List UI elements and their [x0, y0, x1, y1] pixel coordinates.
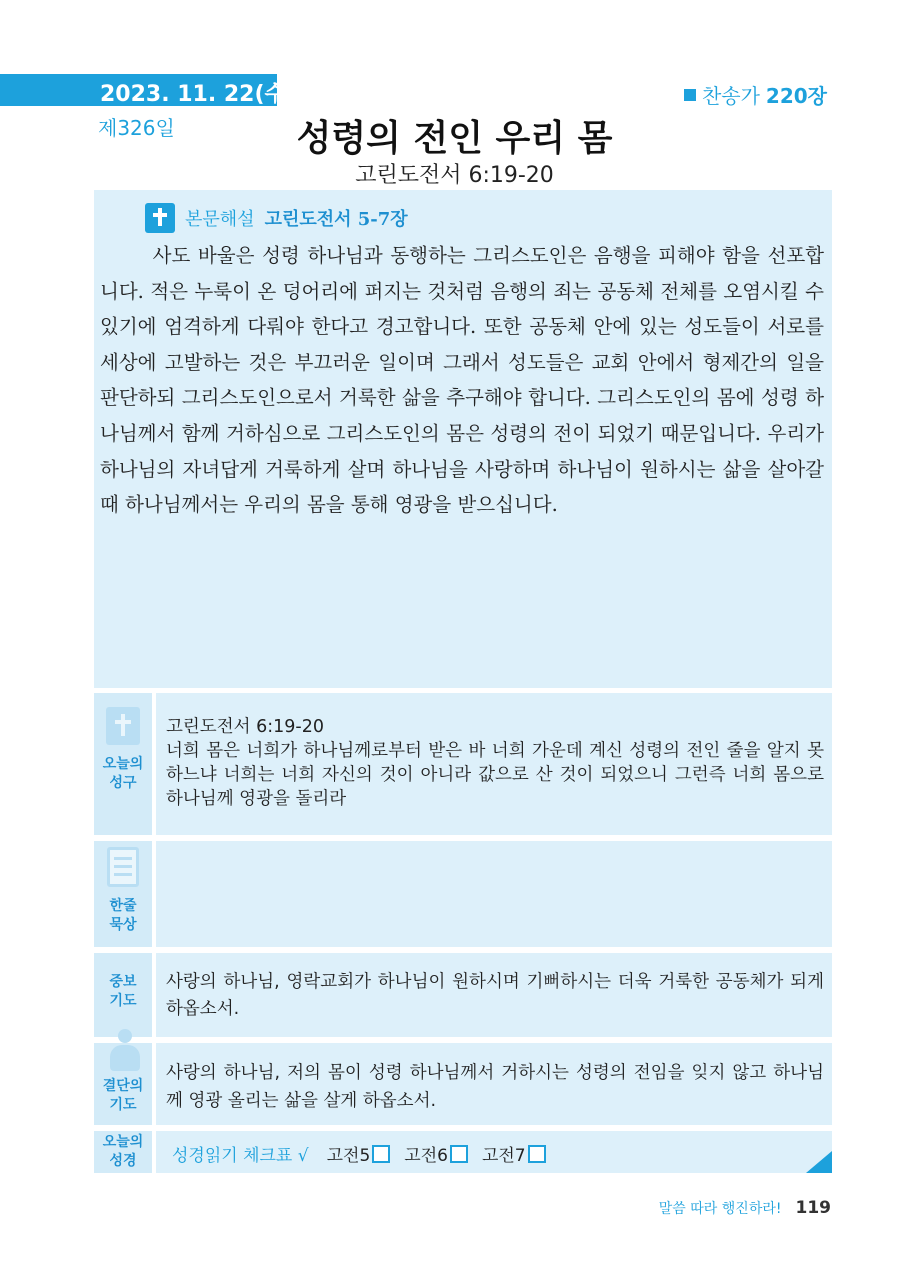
commentary-label: 본문해설 — [185, 209, 255, 230]
bible-cross-icon — [145, 203, 175, 233]
checklist-item-1[interactable] — [327, 1141, 391, 1166]
praying-person-icon — [106, 1029, 142, 1073]
intercession-text: 사랑의 하나님, 영락교회가 하나님이 원하시며 기뻐하시는 더욱 거룩한 공동체가 되게 하옵소서. — [166, 972, 824, 1019]
reading-label-line1: 오늘의 — [102, 1134, 144, 1150]
meditation-label-line1: 한줄 — [109, 898, 137, 914]
meditation-label-line2: 묵상 — [109, 917, 137, 933]
checklist-icon — [107, 847, 139, 887]
checklist-item-label: 고전6 — [404, 1146, 448, 1166]
meditation-label — [94, 897, 152, 935]
hymn-reference — [684, 80, 827, 109]
verse-label-cell — [94, 693, 152, 835]
page-footer — [659, 1198, 831, 1218]
resolution-label — [94, 1077, 152, 1115]
page-number: 119 — [795, 1198, 831, 1218]
checkbox[interactable] — [372, 1145, 390, 1163]
resolution-row — [94, 1043, 832, 1125]
commentary-reference: 고린도전서 5-7장 — [264, 209, 408, 230]
verse-label — [94, 755, 152, 793]
reading-label-cell — [94, 1131, 152, 1173]
verse-label-line2: 성구 — [109, 775, 137, 791]
meditation-input-area[interactable] — [156, 841, 832, 947]
verse-reference: 고린도전서 6:19-20 — [166, 717, 324, 737]
resolution-label-line2: 기도 — [109, 1097, 137, 1113]
page-corner-icon — [806, 1151, 832, 1173]
date-label: 2023. 11. 22(수) — [100, 82, 296, 107]
intercession-label-line2: 기도 — [109, 993, 137, 1009]
reading-label-line2: 성경 — [109, 1153, 137, 1169]
verse-row — [94, 693, 832, 835]
checklist-item-2[interactable] — [404, 1141, 468, 1166]
verse-text: 너희 몸은 너희가 하나님께로부터 받은 바 너희 가운데 계신 성령의 전인 줄을 알지 못하느냐 너희는 너희 자신의 것이 아니라 값으로 산 것이 되었으니 그런즉 너희 몸으로 하나님께 영광을 돌리라 — [166, 741, 824, 809]
checkbox[interactable] — [528, 1145, 546, 1163]
page-title: 성령의 전인 우리 몸 — [296, 118, 613, 159]
footer-slogan: 말씀 따라 행진하라! — [658, 1201, 782, 1217]
intercession-label — [94, 973, 152, 1011]
square-bullet-icon — [684, 89, 696, 101]
commentary-body: 사도 바울은 성령 하나님과 동행하는 그리스도인은 음행을 피해야 함을 선포합니다. 적은 누룩이 온 덩어리에 퍼지는 것처럼 음행의 죄는 공동체 전체를 오염시킬 수 있기에 엄격하게 다뤄야 한다고 경고합니다. 또한 공동체 안에 있는 성도들이 서로를 세상에 고발하는 것은 부끄러운 일이며 그래서 성도들은 교회 안에서 형제간의 일을 판단하되 그리스도인으로서 거룩한 삶을 추구해야 합니다. 그리스도인의 몸에 성령 하나님께서 함께 거하심으로 그리스도인의 몸은 성령의 전이 되었기 때문입니다. 우리가 하나님의 자녀답게 거룩하게 살며 하나님을 사랑하며 하나님이 원하시는 삶을 살아갈 때 하나님께서는 우리의 몸을 통해 영광을 받으십니다. — [100, 244, 824, 517]
verse-label-line1: 오늘의 — [102, 756, 144, 772]
resolution-label-cell — [94, 1043, 152, 1125]
meditation-row — [94, 841, 832, 947]
checkbox[interactable] — [450, 1145, 468, 1163]
hymn-number: 220장 — [765, 84, 827, 108]
intercession-row — [94, 953, 832, 1037]
intercession-label-line1: 중보 — [109, 974, 137, 990]
day-number: 제326일 — [98, 116, 175, 140]
checklist-label: 성경읽기 체크표 √ — [172, 1146, 309, 1166]
reading-checklist — [172, 1141, 560, 1166]
checklist-item-label: 고전5 — [326, 1146, 371, 1166]
reading-label — [94, 1133, 152, 1171]
hymn-label: 찬송가 — [701, 84, 760, 108]
checklist-item-3[interactable] — [482, 1141, 546, 1166]
resolution-label-line1: 결단의 — [102, 1078, 144, 1094]
reading-row — [94, 1131, 832, 1173]
resolution-text: 사랑의 하나님, 저의 몸이 성령 하나님께서 거하시는 성령의 전임을 잊지 않고 하나님께 영광 올리는 삶을 살게 하옵소서. — [166, 1063, 824, 1111]
checklist-item-label: 고전7 — [481, 1146, 526, 1166]
intercession-label-cell — [94, 953, 152, 1037]
bible-icon — [106, 707, 140, 745]
meditation-label-cell — [94, 841, 152, 947]
page-subtitle: 고린도전서 6:19-20 — [355, 163, 554, 188]
commentary-heading — [145, 203, 408, 233]
